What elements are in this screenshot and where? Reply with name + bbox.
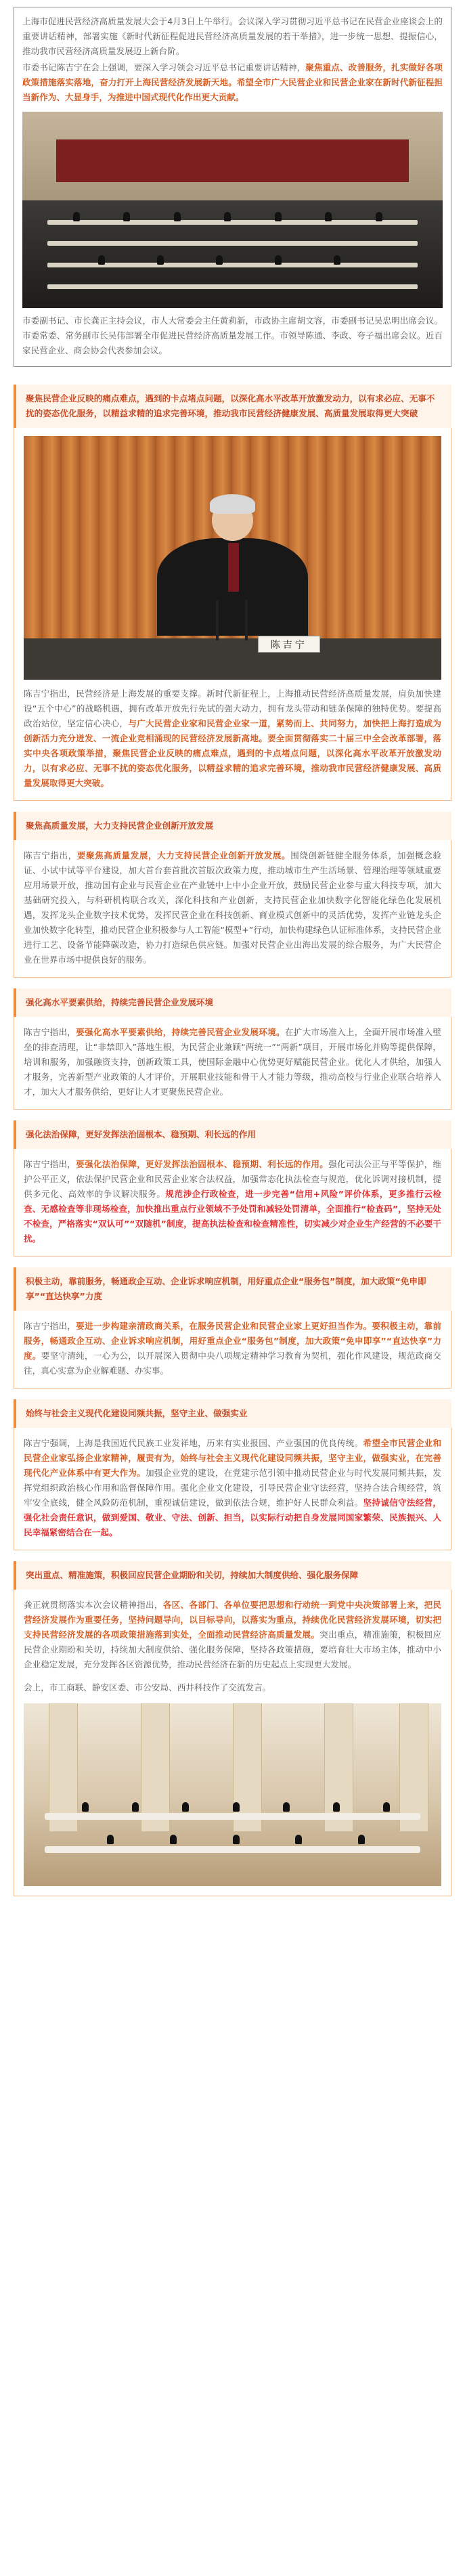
hall-photo <box>24 1703 441 1886</box>
section-heading-3 <box>14 988 451 1017</box>
section-title: 积极主动，靠前服务，畅通政企互动、企业诉求响应机制，用好重点企业“服务包”制度，加大政策“免申即享”“直达快享”力度 <box>26 1276 426 1301</box>
desk-row <box>47 284 417 289</box>
section-heading-7 <box>14 1561 451 1590</box>
podium-desk <box>24 638 441 680</box>
microphone-icon <box>245 600 248 640</box>
hall-pillar <box>141 1703 170 1831</box>
attendee <box>216 255 223 265</box>
attendee <box>98 255 105 265</box>
section-body-4 <box>14 1149 451 1257</box>
photo-caption: 市委副书记、市长龚正主持会议，市人大常委会主任黄莉新，市政协主席胡文容，市委副书记吴忠明出席会议。市委常委、常务副市长吴伟部署全市促进民营经济高质量发展工作。市领导陈通、李政、夸子福出席会议。近百家民营企业、商会协会代表参加会议。 <box>22 315 443 355</box>
nameplate: 陈吉宁 <box>258 636 321 653</box>
meeting-photo <box>22 112 443 308</box>
attendee <box>123 212 130 221</box>
paragraph-text: 陈吉宁指出，民营经济是上海发展的重要支撑。新时代新征程上，上海推动民营经济高质量发展，肩负加快建设“五个中心”的战略机遇，拥有改革开放先行先试的强大动力，拥有龙头带动和链条保障的独特优势。要提高政治站位，坚定信心决心， <box>24 689 441 728</box>
section-title: 强化法治保障，更好发挥法治固根本、稳预期、利长远的作用 <box>26 1129 257 1139</box>
attendee <box>275 212 282 221</box>
attendee <box>107 1835 114 1844</box>
attendee <box>132 1802 139 1812</box>
attendee <box>383 1802 390 1812</box>
paragraph-emphasis: 希望全市民营企业和民营企业家弘扬企业家精神，履责有为，始终与社会主义现代化建设同频共振，坚守主业，做强实业，在完善现代化产业体系中有更大作为。 <box>24 1438 442 1478</box>
section-heading-5 <box>14 1267 451 1311</box>
paragraph-highlight: 坚持诚信守法经营，强化社会责任意识，做到爱国、敬业、守法、创新、担当，以实际行动把自身发展同国家繁荣、民族振兴、人民幸福紧密结合在一起。 <box>24 1498 442 1537</box>
section-title: 聚焦民营企业反映的痛点难点，遇到的卡点堵点问题，以深化高水平改革开放激发动力，以有求必应、无事不扰的姿态优化服务，以精益求精的追求完善环境，推动我市民营经济健康发展、高质量发展取得更大突破 <box>26 393 435 418</box>
speaker-photo <box>24 436 441 680</box>
hall-pillar <box>49 1703 78 1831</box>
attendee <box>325 212 332 221</box>
paragraph-emphasis: 各区、各部门、各单位要把思想和行动统一到党中央决策部署上来，把民营经济发展作为重要任务，坚持问题导向，以目标导向，以落实为重点，持续优化民营经济发展环境，切实把支持民营经济发展的各项政策措施落到实处，全面推动民营经济高质量发展。 <box>24 1600 442 1640</box>
attendee <box>333 1802 340 1812</box>
section-paragraph <box>24 848 441 967</box>
intro-p2-emphasis: 聚焦重点、改善服务，扎实做好各项政策措施落实落地，奋力打开上海民营经济发展新天地。希望全市广大民营企业和民营企业家在新时代新征程担当新作为、大显身手，为推进中国式现代化作出更大贡献。 <box>22 62 443 102</box>
paragraph-text: 在扩大市场准入上，全面开展市场准入壁垒的排查清理，让“非禁即入”落地生根，为民营企业兼顾“两统一”“两新”项目，开展市场化并购等提供保障，培训和服务，加强融资支持，创新政策工具，使国际金融中心优势更好赋能民营企业。优化人才供给，加强人才服务，完善新型产业政策的人才评价，开展职业技能和骨干人才能力等级，推动高校与行业企业联合培养人才，加大人才服务供给，更好让人才更聚焦民营企业。 <box>24 1027 442 1097</box>
section-body-2 <box>14 840 451 978</box>
section-body-5 <box>14 1311 451 1389</box>
paragraph-highlight: 规范涉企行政检查，进一步完善“信用+风险”评价体系，更多推行云检查、无感检查等非现场检查，加快推出重点行业领域不予处罚和减轻处罚清单，全面推行“检查码”，坚持无处不检查，严格落实“双认可”“双随机”制度，提高执法检查和检查精准性，切实减少对企业生产经营的不必要干扰。 <box>24 1189 441 1244</box>
attendee <box>170 1835 177 1844</box>
paragraph-emphasis: 要进一步构建亲清政商关系，在服务民营企业和民营企业家上更好担当作为。要积极主动，靠前服务，畅通政企互动、企业诉求响应机制，用好重点企业“服务包”制度，加大政策“免申即享”“直达快享”力度。 <box>24 1321 442 1361</box>
paragraph-text: 陈吉宁指出， <box>24 1027 76 1037</box>
section-body-6 <box>14 1428 451 1550</box>
desk-row <box>47 241 417 246</box>
conference-table <box>45 1813 420 1820</box>
intro-paragraph-2 <box>22 60 443 105</box>
paragraph-emphasis: 要强化高水平要素供给，持续完善民营企业发展环境。 <box>76 1027 285 1037</box>
section-paragraph <box>24 1157 441 1246</box>
section-paragraph <box>24 1319 441 1378</box>
paragraph-emphasis: 要强化法治保障，更好发挥法治固根本、稳预期、利长远的作用。 <box>76 1159 329 1169</box>
attendee <box>376 212 382 221</box>
paragraph-emphasis: 与广大民营企业家和民营企业家一道，紧势而上、共同努力，加快把上海打造成为创新活力充分迸发、一流企业竞相涌现的民营经济发展新高地。要全面贯彻落实二十届三中全会改革部署，落实中央各项政策举措，聚焦民营企业反映的痛点难点，遇到的卡点堵点问题，以深化高水平改革开放激发动力，以有求必应、无事不扰的姿态优化服务，以精益求精的追求完善环境，推动我市民营经济健康发展、高质量发展取得更大突破。 <box>24 718 442 788</box>
intro-p2-plain: 市委书记陈吉宁在会上强调，要深入学习领会习近平总书记重要讲话精神， <box>22 62 306 72</box>
microphone-icon <box>216 600 219 640</box>
closing-paragraph: 会上，市工商联、静安区委、市公安局、西井科技作了交流发言。 <box>24 1682 271 1693</box>
attendee <box>283 1802 290 1812</box>
attendee <box>182 1802 189 1812</box>
section-paragraph <box>24 1436 441 1540</box>
attendee <box>157 255 164 265</box>
attendee <box>233 1835 240 1844</box>
intro-card <box>14 7 451 367</box>
room-stage <box>56 139 409 183</box>
attendee <box>224 212 231 221</box>
section-paragraph <box>24 1025 441 1099</box>
hall-pillar <box>324 1703 353 1831</box>
section-heading-1 <box>14 385 451 428</box>
attendee <box>275 255 282 265</box>
paragraph-text: 要坚守清纯，一心为公，以开展深入贯彻中央八项规定精神学习教育为契机，强化作风建设，规范政商交往，真心实意为企业解难题、办实事。 <box>24 1351 442 1376</box>
section-body-1 <box>14 428 451 801</box>
attendee <box>73 212 80 221</box>
attendee <box>295 1835 302 1844</box>
paragraph-text: 龚正就贯彻落实本次会议精神指出， <box>24 1600 163 1610</box>
paragraph-text: 陈吉宁指出， <box>24 1321 76 1331</box>
hall-pillar <box>399 1703 428 1831</box>
section-heading-4 <box>14 1120 451 1149</box>
speaker-tie <box>228 543 238 592</box>
paragraph-text: 陈吉宁指出， <box>24 1159 76 1169</box>
section-heading-2 <box>14 812 451 840</box>
attendee <box>233 1802 240 1812</box>
section-title: 强化高水平要素供给，持续完善民营企业发展环境 <box>26 997 214 1007</box>
section-title: 聚焦高质量发展，大力支持民营企业创新开放发展 <box>26 821 214 831</box>
attendee <box>174 212 181 221</box>
conference-table <box>45 1846 420 1853</box>
section-paragraph <box>24 686 441 791</box>
section-paragraph <box>24 1598 441 1672</box>
attendee <box>82 1802 89 1812</box>
section-title: 始终与社会主义现代化建设同频共振，坚守主业、做强实业 <box>26 1408 248 1418</box>
intro-paragraph: 上海市促进民营经济高质量发展大会于4月3日上午举行。会议深入学习贯彻习近平总书记在民营企业座谈会上的重要讲话精神，部署实施《新时代新征程促进民营经济高质量发展的若干举措》，进一步统一思想、提振信心，推动我市民营经济高质量发展迈上新台阶。 <box>22 16 443 56</box>
paragraph-emphasis: 要聚焦高质量发展，大力支持民营企业创新开放发展。 <box>76 850 291 860</box>
speaker-hair <box>210 494 256 514</box>
attendee <box>358 1835 365 1844</box>
section-title: 突出重点、精准施策，积极回应民营企业期盼和关切，持续加大制度供给、强化服务保障 <box>26 1570 359 1580</box>
paragraph-text: 加强企业党的建设，在党建示范引领中推动民营企业与时代发展同频共振，发挥党组织政治核心作用和监督保障作用。强化企业文化建设，引导民营企业守法经营，坚持合法合规经营，筑牢安全底线，健全风险防范机制，重视诚信建设，做到依法合规，维护好人民群众利益。 <box>24 1468 442 1508</box>
paragraph-text: 陈吉宁指出， <box>24 850 77 860</box>
desk-row <box>47 220 417 225</box>
paragraph-text: 强化司法公正与平等保护，维护公平正义，依法保护民营企业和民营企业家合法权益，加强常态化执法检查与规范，优化诉调对接机制，提供多元化、高效率的争议解决服务。 <box>24 1159 442 1199</box>
section-body-7 <box>14 1590 451 1896</box>
section-body-3 <box>14 1017 451 1110</box>
hall-pillar <box>233 1703 262 1831</box>
paragraph-text: 突出重点，精准施策，积极回应民营企业期盼和关切，持续加大制度供给、强化服务保障，坚持各政策措施，要培育壮大市场主体，推动中小企业稳定发展，充分发挥各区资源优势，推动民营经济在新的历史起点上实现更大发展。 <box>24 1630 442 1669</box>
paragraph-text: 陈吉宁强调，上海是我国近代民族工业发祥地，历来有实业报国、产业强国的优良传统。 <box>24 1438 363 1448</box>
attendee <box>334 255 340 265</box>
paragraph-text: 围绕创新链健全服务体系，加强概念验证、小试中试等平台建设，加大首台套首批次首版次政策力度，推动城市生产生活场景、管理治理等领域重要应用场景开放，推动国有企业与民营企业在产业链中上中小企业开放，鼓励民营企业参与重大科技专项，加大基础研究投入，与科研机构联合攻关，深化科技和产业创新，支持民营企业加快数字化智能化绿色化发展机遇，发挥龙头企业数字技术优势，发挥民营企业在科技创新、商业模式创新中的灵活优势，发挥产业链龙头企业加快数字化转型，推动民营企业积极参与人工智能“模型+”行动，加快构建绿色认证标准体系，支持民营企业进行工艺、设备节能降碳改造，协力打造绿色供应链。加强对民营企业出海出发展的综合服务，为广大民营企业在世界市场中提供良好的服务。 <box>24 850 442 965</box>
section-heading-6 <box>14 1399 451 1428</box>
